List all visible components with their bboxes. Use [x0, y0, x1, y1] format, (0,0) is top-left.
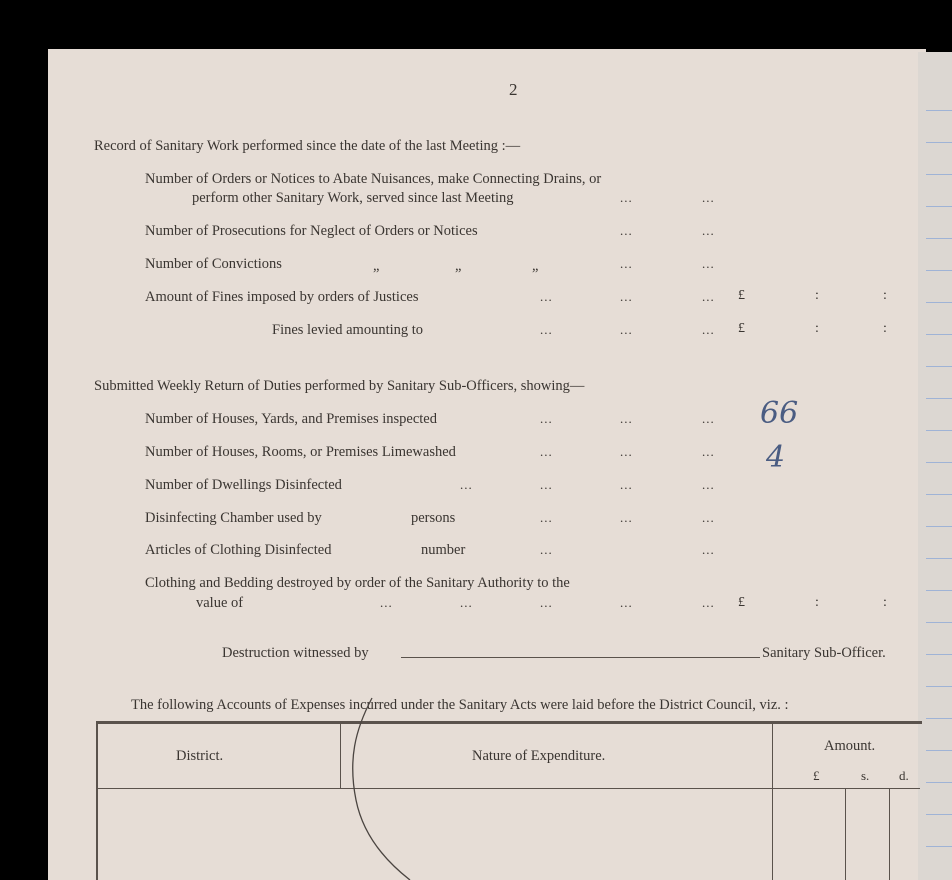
item-clothing-destroyed-line1: Clothing and Bedding destroyed by order of the Sanitary Authority to the: [145, 575, 570, 591]
colon-sep: :: [815, 288, 819, 303]
leader-dots: ...: [540, 477, 553, 492]
leader-dots: ...: [380, 595, 393, 610]
section2-heading: Submitted Weekly Return of Duties performed by Sanitary Sub-Officers, showing—: [94, 378, 585, 394]
colon-sep: :: [883, 288, 887, 303]
column-header-pence: d.: [899, 768, 909, 783]
item-suffix: persons: [411, 510, 456, 526]
leader-dots: ...: [702, 477, 715, 492]
item-disinfecting-chamber: Disinfecting Chamber used by: [145, 510, 322, 526]
column-header-nature: Nature of Expenditure.: [472, 748, 606, 764]
page-number: 2: [509, 80, 518, 99]
item-convictions: Number of Convictions: [145, 256, 282, 272]
item-fines-imposed: Amount of Fines imposed by orders of Justices: [145, 289, 419, 305]
leader-dots: ...: [540, 444, 553, 459]
colon-sep: :: [883, 595, 887, 610]
leader-dots: ...: [540, 289, 553, 304]
item-fines-levied: Fines levied amounting to: [272, 322, 424, 338]
item-orders-line1: Number of Orders or Notices to Abate Nuisances, make Connecting Drains, or: [145, 171, 602, 187]
leader-dots: ...: [702, 411, 715, 426]
ditto-mark: „: [532, 258, 539, 274]
ditto-mark: „: [455, 258, 462, 274]
leader-dots: ...: [620, 444, 633, 459]
leader-dots: ...: [620, 411, 633, 426]
leader-dots: ...: [702, 256, 715, 271]
leader-dots: ...: [702, 444, 715, 459]
colon-sep: :: [815, 321, 819, 336]
leader-dots: ...: [702, 223, 715, 238]
leader-dots: ...: [702, 190, 715, 205]
leader-dots: ...: [702, 289, 715, 304]
leader-dots: ...: [702, 542, 715, 557]
officer-label: Sanitary Sub-Officer.: [762, 645, 886, 661]
leader-dots: ...: [620, 595, 633, 610]
leader-dots: ...: [540, 595, 553, 610]
accounts-intro: The following Accounts of Expenses incurred under the Sanitary Acts were laid before the District Council, viz. :: [131, 697, 789, 713]
leader-dots: ...: [620, 289, 633, 304]
destruction-label: Destruction witnessed by: [222, 645, 369, 661]
pound-sign: £: [738, 595, 745, 610]
leader-dots: ...: [540, 322, 553, 337]
pound-sign: £: [738, 321, 745, 336]
item-dwellings-disinfected: Number of Dwellings Disinfected: [145, 477, 342, 493]
column-header-pounds: £: [813, 768, 820, 783]
leader-dots: ...: [702, 322, 715, 337]
section1-heading: Record of Sanitary Work performed since the date of the last Meeting :—: [94, 138, 521, 154]
leader-dots: ...: [702, 510, 715, 525]
leader-dots: ...: [620, 322, 633, 337]
item-clothing-destroyed-line2: value of: [196, 595, 244, 611]
item-orders-line2: perform other Sanitary Work, served since last Meeting: [192, 190, 514, 206]
leader-dots: ...: [620, 256, 633, 271]
item-limewashed: Number of Houses, Rooms, or Premises Limewashed: [145, 444, 456, 460]
leader-dots: ...: [540, 542, 553, 557]
column-header-district: District.: [176, 748, 224, 764]
pound-sign: £: [738, 288, 745, 303]
handwritten-value: 4: [766, 440, 786, 475]
ditto-mark: „: [373, 258, 380, 274]
leader-dots: ...: [620, 477, 633, 492]
colon-sep: :: [883, 321, 887, 336]
leader-dots: ...: [620, 510, 633, 525]
leader-dots: ...: [620, 223, 633, 238]
colon-sep: :: [815, 595, 819, 610]
column-header-amount: Amount.: [824, 738, 876, 754]
leader-dots: ...: [460, 595, 473, 610]
leader-dots: ...: [620, 190, 633, 205]
leader-dots: ...: [540, 411, 553, 426]
item-prosecutions: Number of Prosecutions for Neglect of Orders or Notices: [145, 223, 478, 239]
column-header-shillings: s.: [861, 768, 870, 783]
leader-dots: ...: [460, 477, 473, 492]
item-clothing-disinfected: Articles of Clothing Disinfected: [145, 542, 332, 558]
item-suffix: number: [421, 542, 466, 558]
handwritten-value: 66: [760, 396, 799, 431]
leader-dots: ...: [540, 510, 553, 525]
item-houses-inspected: Number of Houses, Yards, and Premises inspected: [145, 411, 437, 427]
leader-dots: ...: [702, 595, 715, 610]
